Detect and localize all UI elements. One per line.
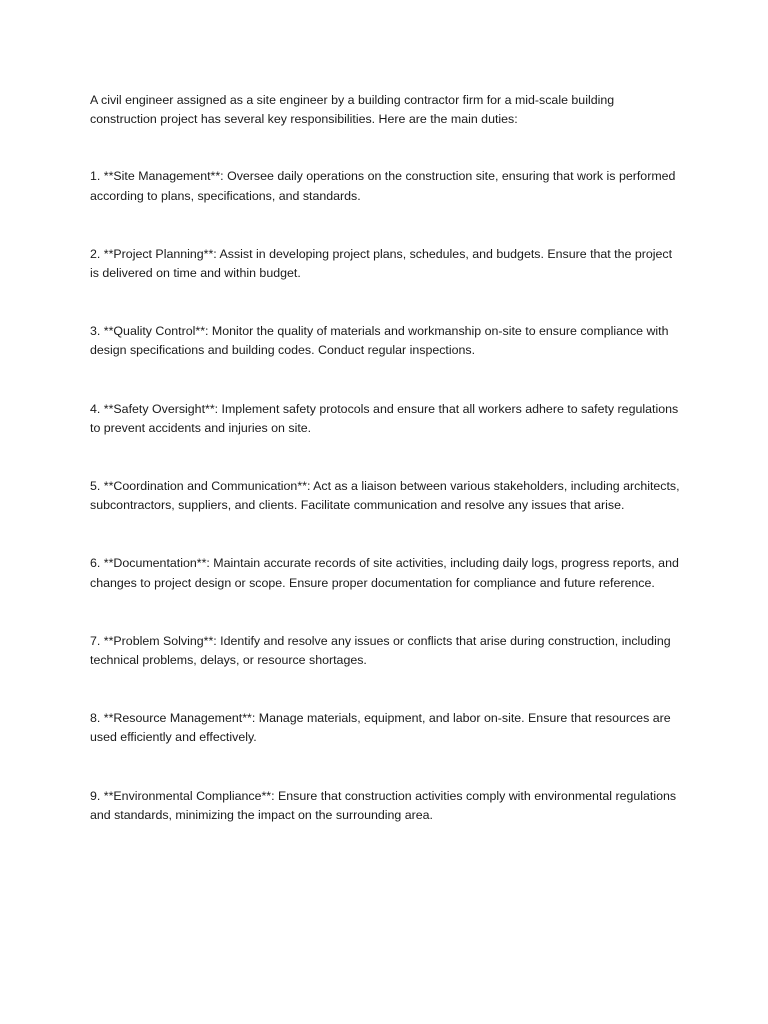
duty-item-5: 5. **Coordination and Communication**: Act as a liaison between various stakeholders, including architects, subcontractors, suppliers, and clients. Facilitate communication and resolve any issues that arise. — [90, 479, 680, 513]
duty-item-3: 3. **Quality Control**: Monitor the quality of materials and workmanship on-site to ensure compliance with design specifications and building codes. Conduct regular inspections. — [90, 324, 669, 358]
duty-item-1: 1. **Site Management**: Oversee daily operations on the construction site, ensuring that work is performed according to plans, specifications, and standards. — [90, 169, 676, 203]
duty-item-2: 2. **Project Planning**: Assist in developing project plans, schedules, and budgets. Ensure that the project is delivered on time and within budget. — [90, 246, 673, 281]
intro-paragraph: A civil engineer assigned as a site engineer by a building contractor firm for a mid-scale building construction project has several key responsibilities. Here are the main duties: — [90, 93, 615, 127]
duty-item-6: 6. **Documentation**: Maintain accurate records of site activities, including daily logs, progress reports, and changes to project design or scope. Ensure proper documentation for compliance and future reference. — [90, 556, 679, 590]
duty-item-4: 4. **Safety Oversight**: Implement safety protocols and ensure that all workers adhere to safety regulations to prevent accidents and injuries on site. — [90, 401, 679, 435]
duty-item-9: 9. **Environmental Compliance**: Ensure that construction activities comply with environmental regulations and standards, minimizing the impact on the surrounding area. — [90, 788, 677, 822]
duty-item-7: 7. **Problem Solving**: Identify and resolve any issues or conflicts that arise during construction, including technical problems, delays, or resource shortages. — [90, 633, 671, 668]
document-body — [90, 91, 682, 864]
duty-item-8: 8. **Resource Management**: Manage materials, equipment, and labor on-site. Ensure that resources are used efficiently and effectively. — [90, 711, 671, 745]
